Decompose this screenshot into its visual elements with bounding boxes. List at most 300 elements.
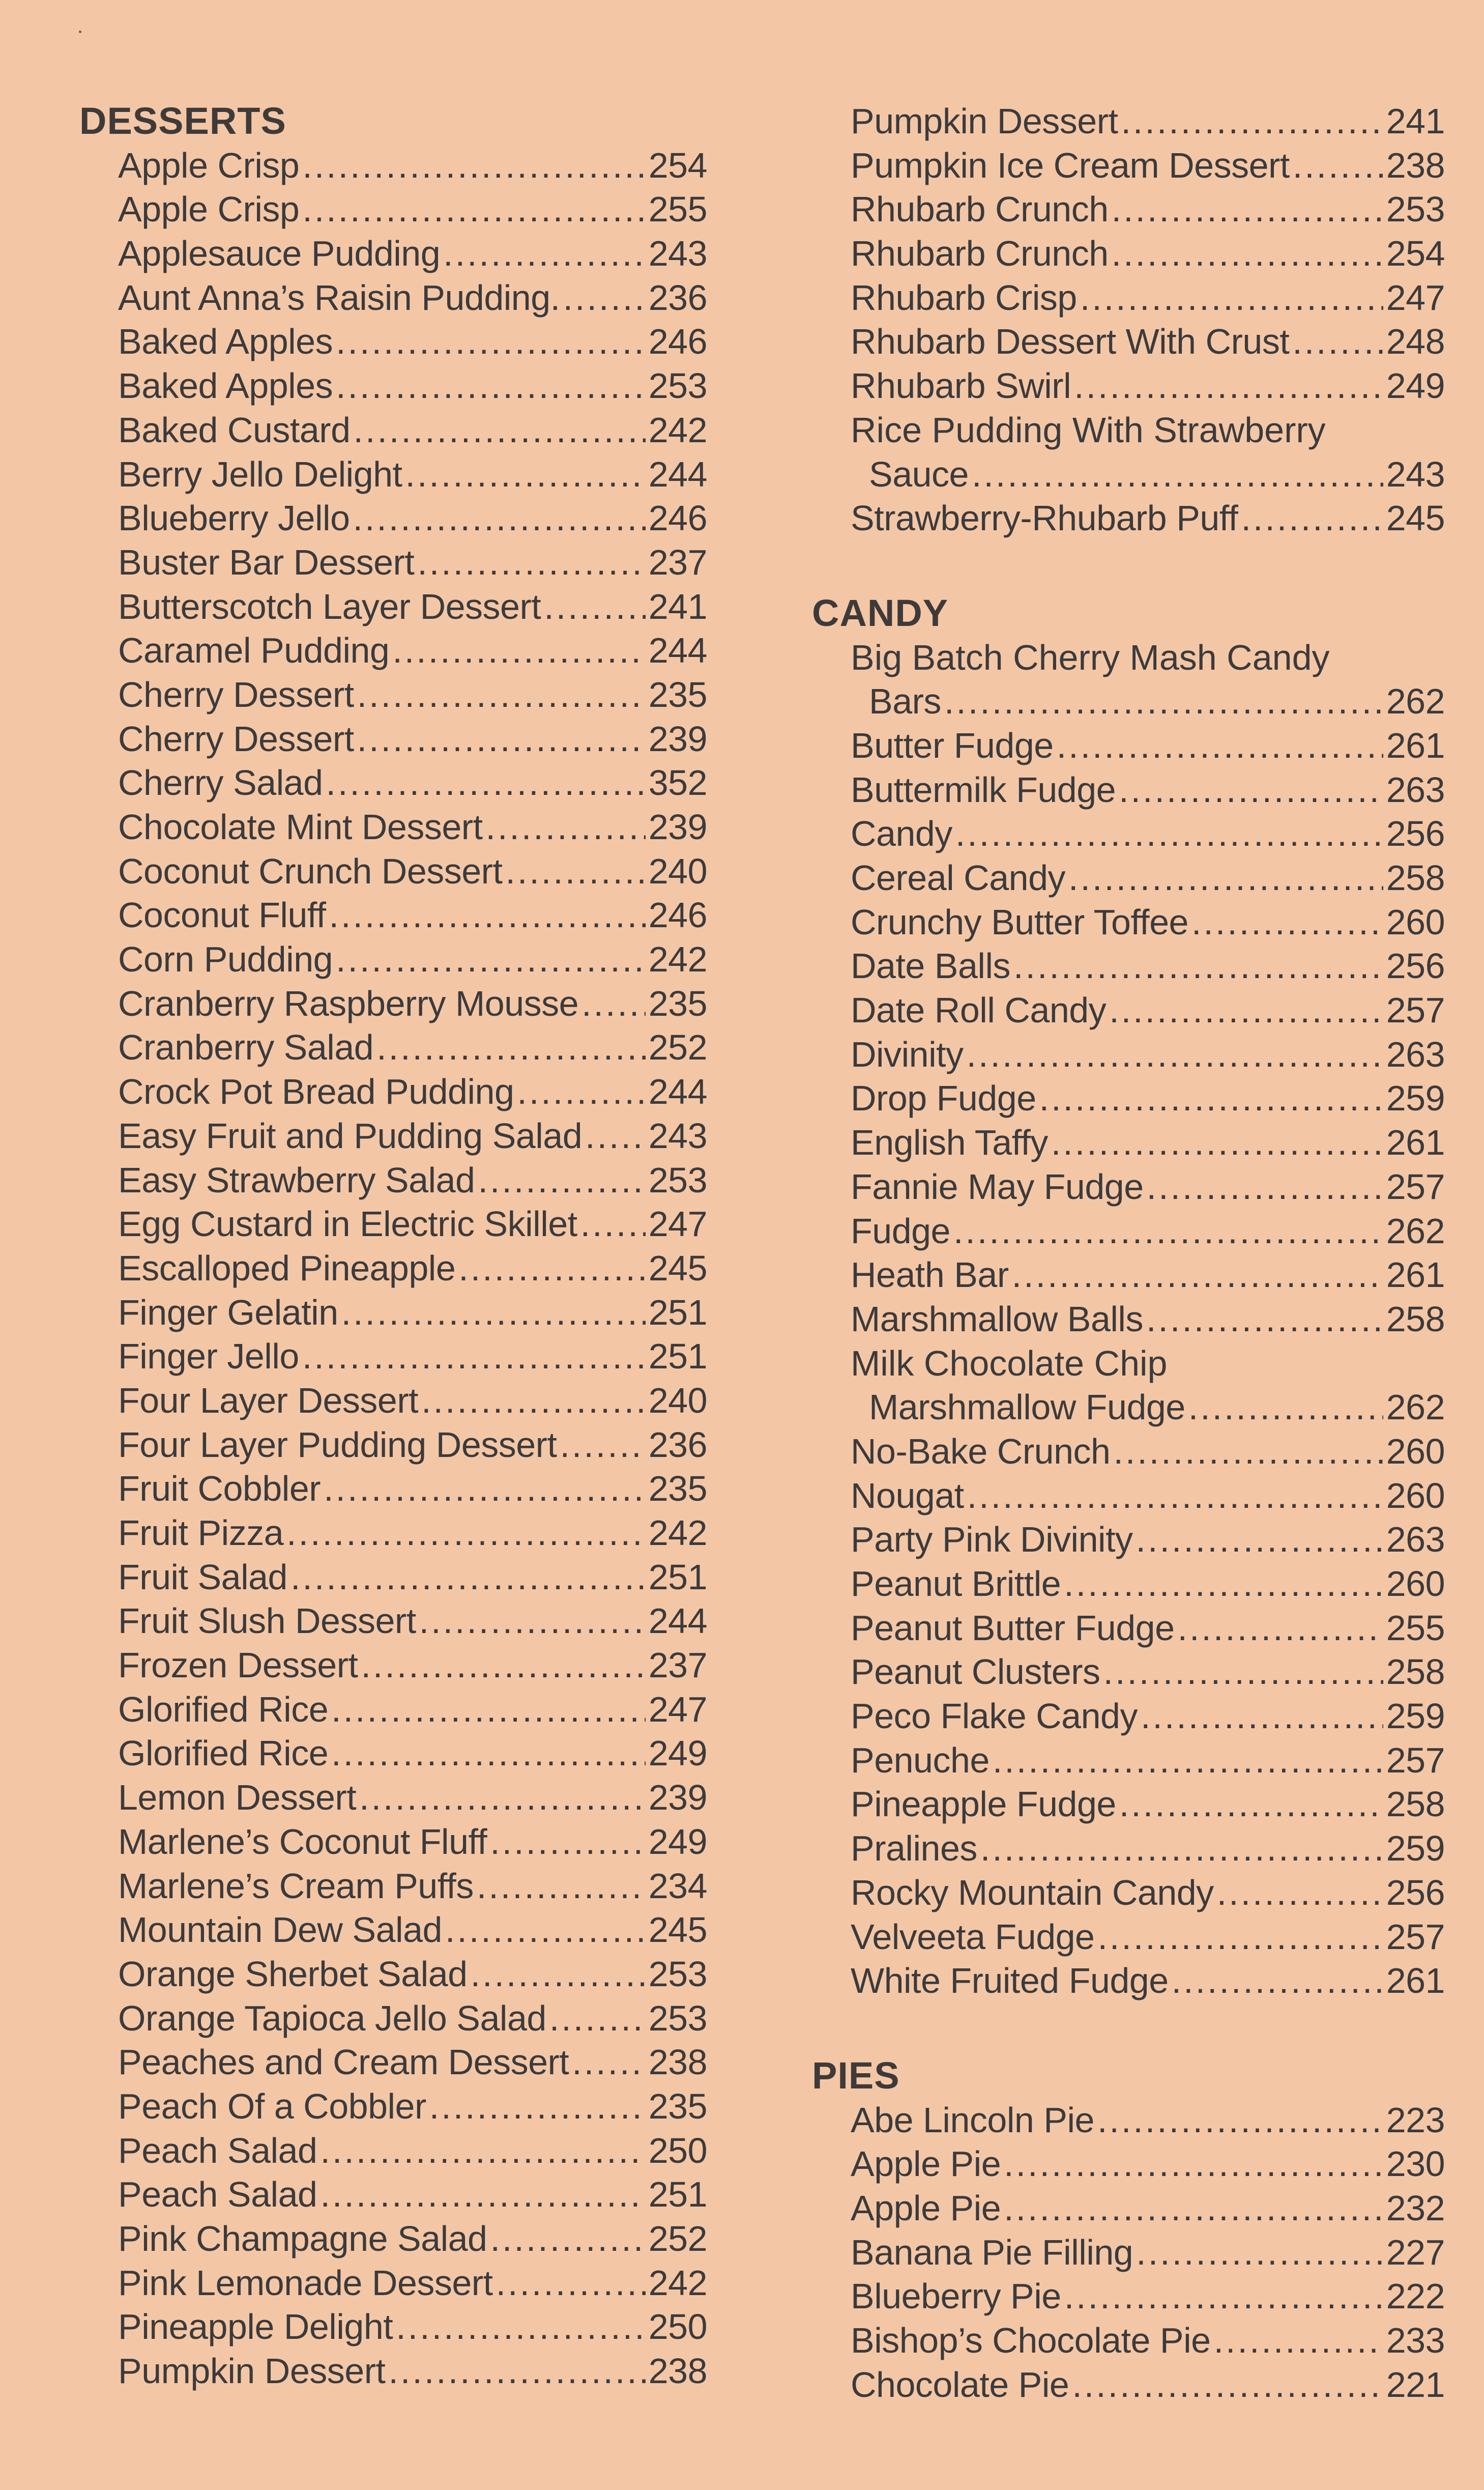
entry-page-number: 248 <box>1386 322 1445 362</box>
entry-name: Easy Fruit and Pudding Salad <box>118 1115 583 1156</box>
entry-name: Coconut Fluff <box>118 895 326 935</box>
dot-leader <box>324 1467 646 1511</box>
entry-name: Pink Champagne Salad <box>118 2219 487 2258</box>
entry-name: Rhubarb Crisp <box>851 277 1077 318</box>
dot-leader <box>486 805 646 849</box>
section-candy <box>809 591 1445 2003</box>
entry-name: Drop Fudge <box>851 1078 1036 1119</box>
dot-leader <box>302 144 645 188</box>
entry-name: Finger Jello <box>118 1336 299 1377</box>
dot-leader <box>967 1033 1383 1077</box>
index-entry <box>76 1379 707 1423</box>
entry-name: Fannie May Fudge <box>851 1166 1144 1207</box>
entry-name: Mountain Dew Salad <box>118 1910 442 1950</box>
index-entry <box>76 2261 707 2305</box>
index-entry <box>809 1253 1445 1297</box>
entry-name: Cherry Dessert <box>118 674 354 714</box>
entry-name: Baked Apples <box>118 322 333 362</box>
entry-page-number: 257 <box>1386 990 1445 1031</box>
entry-name: Easy Strawberry Salad <box>118 1160 475 1200</box>
dot-leader <box>354 408 646 452</box>
entry-page-number: 263 <box>1386 1520 1445 1560</box>
entry-name: Chocolate Pie <box>851 2364 1069 2405</box>
entry-name: Peco Flake Candy <box>851 1696 1138 1736</box>
entry-name: Peanut Brittle <box>851 1564 1061 1604</box>
entry-page-number: 254 <box>1386 234 1445 274</box>
entry-page-number: 261 <box>1386 725 1445 765</box>
dot-leader <box>560 1423 645 1467</box>
dot-leader <box>302 1334 646 1379</box>
entry-name: Heath Bar <box>851 1255 1009 1295</box>
entry-page-number: 253 <box>648 1954 707 1994</box>
entry-list-pies <box>809 2098 1445 2407</box>
entry-page-number: 256 <box>1386 814 1445 854</box>
dot-leader <box>1103 1650 1383 1694</box>
index-entry <box>76 1511 707 1555</box>
index-entry <box>76 276 707 320</box>
dot-leader <box>1136 2230 1383 2275</box>
entry-name: Rhubarb Swirl <box>851 366 1071 406</box>
dot-leader <box>392 628 645 673</box>
entry-page-number: 257 <box>1386 1166 1445 1207</box>
dot-leader <box>1188 1385 1383 1429</box>
entry-page-number: 253 <box>1386 189 1445 230</box>
entry-page-number: 255 <box>648 189 707 230</box>
index-entry <box>809 1076 1445 1121</box>
index-entry <box>809 232 1445 276</box>
entry-page-number: 239 <box>648 807 707 847</box>
dot-leader <box>326 761 646 805</box>
entry-name: Butter Fudge <box>851 725 1054 765</box>
entry-name: Cherry Dessert <box>118 719 354 759</box>
dot-leader <box>581 982 646 1026</box>
entry-page-number: 261 <box>1386 1255 1445 1295</box>
index-entry <box>809 1121 1445 1165</box>
entry-name: Rocky Mountain Candy <box>851 1872 1214 1912</box>
dot-leader <box>585 1114 646 1158</box>
index-entry <box>809 1474 1445 1518</box>
dot-leader <box>980 1826 1383 1871</box>
entry-name-continued: Bars <box>869 681 941 722</box>
entry-page-number: 243 <box>1386 454 1445 494</box>
entry-continuation <box>851 452 1445 497</box>
index-entry <box>809 724 1445 768</box>
entry-page-number: 258 <box>1386 1652 1445 1692</box>
entry-page-number: 258 <box>1386 858 1445 898</box>
entry-page-number: 254 <box>648 145 707 185</box>
entry-name: No-Bake Crunch <box>851 1431 1111 1471</box>
index-entry <box>809 1209 1445 1253</box>
entry-name: Caramel Pudding <box>118 631 390 671</box>
entry-name: Nougat <box>851 1475 964 1515</box>
dot-leader <box>1147 1165 1383 1209</box>
dot-leader <box>329 893 646 937</box>
entry-page-number: 262 <box>1386 681 1445 722</box>
index-entry <box>809 2230 1445 2275</box>
entry-page-number: 257 <box>1386 1916 1445 1957</box>
dot-leader <box>1119 1782 1383 1826</box>
entry-page-number: 240 <box>648 851 707 891</box>
index-entry <box>809 276 1445 320</box>
entry-name: Chocolate Mint Dessert <box>118 807 483 847</box>
entry-page-number: 235 <box>648 2086 707 2126</box>
dot-leader <box>1109 988 1383 1033</box>
entry-page-number: 235 <box>648 983 707 1023</box>
entry-page-number: 221 <box>1386 2364 1445 2405</box>
index-entry <box>809 2274 1445 2319</box>
entry-name: Pumpkin Dessert <box>118 2351 386 2391</box>
entry-name: Four Layer Pudding Dessert <box>118 1424 557 1465</box>
section-title-desserts: DESSERTS <box>79 100 286 142</box>
index-entry <box>76 364 707 408</box>
entry-name-continued: Sauce <box>869 454 969 494</box>
dot-leader <box>331 1731 646 1776</box>
index-entry <box>809 1429 1445 1474</box>
entry-page-number: 247 <box>1386 277 1445 318</box>
dot-leader <box>1057 724 1383 768</box>
entry-name: Rhubarb Crunch <box>851 189 1109 230</box>
index-entry <box>809 99 1445 144</box>
dot-leader <box>1293 144 1383 188</box>
entry-page-number: 239 <box>648 1778 707 1818</box>
index-entry <box>809 1297 1445 1341</box>
entry-page-number: 251 <box>648 1336 707 1377</box>
dot-leader <box>458 1246 645 1291</box>
entry-name: Fruit Cobbler <box>118 1469 321 1509</box>
entry-name: Lemon Dessert <box>118 1778 357 1818</box>
dot-leader <box>1112 232 1383 276</box>
index-entry <box>809 408 1445 496</box>
dot-leader <box>1119 768 1383 812</box>
section-title-pies: PIES <box>812 2054 900 2097</box>
entry-name: Strawberry-Rhubarb Puff <box>851 498 1238 538</box>
entry-name: White Fruited Fudge <box>851 1961 1169 2001</box>
index-entry <box>809 900 1445 945</box>
section-title-candy: CANDY <box>812 591 949 634</box>
entry-name: Butterscotch Layer Dessert <box>118 586 541 626</box>
index-entry <box>76 1025 707 1070</box>
entry-page-number: 249 <box>1386 366 1445 406</box>
entry-name: Date Balls <box>851 946 1011 986</box>
index-entry <box>809 1871 1445 1915</box>
index-entry <box>809 1959 1445 2003</box>
dot-leader <box>286 1511 646 1555</box>
entry-name: Party Pink Divinity <box>851 1520 1133 1560</box>
dot-leader <box>290 1555 646 1599</box>
entry-name: Finger Gelatin <box>118 1292 338 1332</box>
entry-name: Pumpkin Dessert <box>851 101 1118 141</box>
dot-leader <box>1013 944 1383 988</box>
entry-name: Crock Pot Bread Pudding <box>118 1072 514 1112</box>
entry-page-number: 244 <box>648 631 707 671</box>
dot-leader <box>993 1738 1383 1783</box>
entry-page-number: 258 <box>1386 1299 1445 1339</box>
entry-page-number: 246 <box>648 498 707 538</box>
entry-name: Milk Chocolate Chip <box>851 1343 1168 1383</box>
index-entry <box>809 988 1445 1033</box>
entry-page-number: 252 <box>648 1027 707 1068</box>
entry-name: Cranberry Raspberry Mousse <box>118 983 579 1023</box>
index-entry <box>76 540 707 585</box>
dot-leader <box>517 1070 645 1114</box>
dot-leader <box>357 673 646 717</box>
index-entry <box>76 1423 707 1467</box>
dot-leader <box>505 849 645 894</box>
index-entry <box>809 1606 1445 1650</box>
index-entry <box>76 320 707 364</box>
dot-leader <box>1214 2319 1383 2363</box>
entry-name: Four Layer Dessert <box>118 1380 419 1420</box>
index-entry <box>76 717 707 761</box>
index-entry <box>76 1467 707 1511</box>
index-entry <box>76 1643 707 1687</box>
dot-leader <box>1004 2142 1383 2186</box>
entry-page-number: 262 <box>1386 1387 1445 1427</box>
index-entry <box>809 944 1445 988</box>
entry-name: Apple Crisp <box>118 145 300 185</box>
index-entry <box>809 1033 1445 1077</box>
entry-name: Pineapple Delight <box>118 2307 393 2347</box>
dot-leader <box>1097 1915 1383 1959</box>
entry-page-number: 222 <box>1386 2276 1445 2316</box>
index-entry <box>76 673 707 717</box>
entry-name: Apple Crisp <box>118 189 300 230</box>
entry-page-number: 259 <box>1386 1828 1445 1869</box>
dot-leader <box>1113 1429 1383 1474</box>
entry-page-number: 245 <box>1386 498 1445 538</box>
index-entry <box>809 320 1445 364</box>
entry-name: Buster Bar Dessert <box>118 542 415 582</box>
index-entry <box>76 893 707 937</box>
entry-page-number: 238 <box>1386 145 1445 185</box>
index-entry <box>809 1915 1445 1959</box>
entry-page-number: 236 <box>648 1424 707 1465</box>
index-entry <box>76 1070 707 1114</box>
entry-name: Candy <box>851 814 952 854</box>
index-entry <box>76 1687 707 1732</box>
entry-name: Rhubarb Crunch <box>851 234 1109 274</box>
dot-leader <box>1292 320 1383 364</box>
entry-name: Bishop’s Chocolate Pie <box>851 2321 1211 2360</box>
entry-name: Crunchy Butter Toffee <box>851 902 1188 942</box>
entry-page-number: 253 <box>648 366 707 406</box>
entry-page-number: 246 <box>648 322 707 362</box>
entry-page-number: 252 <box>648 2219 707 2258</box>
entry-page-number: 250 <box>648 2307 707 2347</box>
dot-leader <box>580 1202 646 1246</box>
dot-leader <box>388 2349 645 2393</box>
index-entry <box>809 1341 1445 1429</box>
index-entry <box>809 364 1445 408</box>
index-entry <box>76 144 707 188</box>
entry-page-number: 236 <box>648 277 707 318</box>
entry-page-number: 260 <box>1386 1475 1445 1515</box>
dot-leader <box>353 496 646 540</box>
entry-name: Corn Pudding <box>118 939 333 980</box>
entry-page-number: 263 <box>1386 769 1445 810</box>
entry-page-number: 238 <box>648 2042 707 2082</box>
index-entry <box>76 805 707 849</box>
dot-leader <box>471 1952 646 1996</box>
entry-name: Rice Pudding With Strawberry <box>851 410 1326 450</box>
index-entry <box>76 1731 707 1776</box>
entry-name: Abe Lincoln Pie <box>851 2100 1094 2140</box>
entry-name: Apple Pie <box>851 2144 1001 2184</box>
entry-name: Coconut Crunch Dessert <box>118 851 503 891</box>
entry-page-number: 232 <box>1386 2188 1445 2228</box>
entry-page-number: 251 <box>648 1557 707 1597</box>
entry-name: Apple Pie <box>851 2188 1001 2228</box>
dot-leader <box>357 717 646 761</box>
entry-page-number: 261 <box>1386 1123 1445 1163</box>
entry-page-number: 244 <box>648 1601 707 1641</box>
index-entry <box>76 2172 707 2217</box>
entry-page-number: 234 <box>648 1866 707 1906</box>
index-entry <box>76 2305 707 2349</box>
entry-name: Baked Apples <box>118 366 333 406</box>
index-entry <box>76 2129 707 2173</box>
entry-name: Pineapple Fudge <box>851 1784 1116 1824</box>
entry-name: Orange Tapioca Jello Salad <box>118 1998 546 2038</box>
index-entry <box>76 187 707 232</box>
entry-page-number: 230 <box>1386 2144 1445 2184</box>
right-column <box>809 99 1445 2457</box>
dot-leader <box>336 320 646 364</box>
index-entry <box>809 636 1445 724</box>
index-entry <box>76 1996 707 2041</box>
entry-page-number: 245 <box>648 1910 707 1950</box>
dot-leader <box>336 937 646 982</box>
entry-name: Cherry Salad <box>118 763 323 803</box>
dot-leader <box>1191 900 1383 945</box>
dot-leader <box>1136 1518 1383 1562</box>
entry-page-number: 250 <box>648 2130 707 2170</box>
entry-page-number: 238 <box>648 2351 707 2391</box>
entry-page-number: 251 <box>648 1292 707 1332</box>
dot-leader <box>1217 1871 1383 1915</box>
dot-leader <box>1004 2186 1383 2230</box>
index-entry <box>76 496 707 540</box>
entry-name: Peach Salad <box>118 2130 317 2170</box>
dot-leader <box>1039 1076 1383 1121</box>
entry-name: Marlene’s Cream Puffs <box>118 1866 474 1906</box>
dot-leader <box>1080 276 1383 320</box>
index-entry <box>809 2142 1445 2186</box>
entry-page-number: 260 <box>1386 1564 1445 1604</box>
entry-name: Berry Jello Delight <box>118 454 402 494</box>
entry-name: Pumpkin Ice Cream Dessert <box>851 145 1290 185</box>
index-entry <box>76 628 707 673</box>
entry-name: Peach Of a Cobbler <box>118 2086 426 2126</box>
entry-name: Big Batch Cherry Mash Candy <box>851 637 1330 677</box>
entry-name: Egg Custard in Electric Skillet <box>118 1204 577 1244</box>
entry-page-number: 239 <box>648 719 707 759</box>
index-entry <box>76 2040 707 2084</box>
entry-name: English Taffy <box>851 1123 1048 1163</box>
entry-name: Baked Custard <box>118 410 351 450</box>
entry-name: Peanut Clusters <box>851 1652 1100 1692</box>
entry-name-continued: Marshmallow Fudge <box>869 1387 1185 1427</box>
entry-page-number: 244 <box>648 454 707 494</box>
entry-name: Peaches and Cream Dessert <box>118 2042 569 2082</box>
index-entry <box>76 2217 707 2261</box>
dot-leader <box>572 2040 645 2084</box>
dot-leader <box>331 1687 646 1732</box>
index-entry <box>809 2098 1445 2142</box>
entry-page-number: 240 <box>648 1380 707 1420</box>
dot-leader <box>967 1474 1383 1518</box>
entry-page-number: 241 <box>1386 101 1445 141</box>
dot-leader <box>955 812 1383 856</box>
dot-leader <box>443 232 646 276</box>
entry-page-number: 257 <box>1386 1740 1445 1780</box>
entry-page-number: 247 <box>648 1689 707 1729</box>
dot-leader <box>405 452 646 497</box>
entry-page-number: 235 <box>648 674 707 714</box>
index-entry <box>76 1864 707 1908</box>
entry-name: Penuche <box>851 1740 990 1780</box>
dot-leader <box>1064 1562 1383 1606</box>
dot-leader <box>445 1908 646 1952</box>
index-entry <box>76 1820 707 1864</box>
index-entry <box>76 1334 707 1379</box>
entry-name: Orange Sherbet Salad <box>118 1954 468 1994</box>
entry-page-number: 242 <box>648 1513 707 1553</box>
dot-leader <box>1074 364 1383 408</box>
entry-page-number: 242 <box>648 2263 707 2303</box>
index-entry <box>76 408 707 452</box>
entry-name: Divinity <box>851 1034 964 1074</box>
index-entry <box>809 187 1445 232</box>
dot-leader <box>376 1025 646 1070</box>
entry-page-number: 245 <box>648 1248 707 1288</box>
index-entry <box>76 1776 707 1820</box>
dot-leader <box>341 1291 646 1335</box>
entry-page-number: 260 <box>1386 902 1445 942</box>
dot-leader <box>1097 2098 1383 2142</box>
entry-page-number: 246 <box>648 895 707 935</box>
index-entry <box>809 856 1445 900</box>
entry-page-number: 256 <box>1386 946 1445 986</box>
dot-leader <box>396 2305 645 2349</box>
entry-page-number: 249 <box>648 1821 707 1862</box>
dot-leader <box>1141 1694 1383 1738</box>
dot-leader <box>1178 1606 1383 1650</box>
entry-list-desserts-continued <box>809 99 1445 540</box>
entry-page-number: 255 <box>1386 1608 1445 1648</box>
entry-name: Marlene’s Coconut Fluff <box>118 1821 487 1862</box>
section-desserts <box>76 99 707 2393</box>
index-entry <box>76 937 707 982</box>
entry-name: Glorified Rice <box>118 1733 329 1773</box>
index-entry <box>76 1158 707 1203</box>
entry-name: Banana Pie Filling <box>851 2232 1133 2272</box>
index-entry <box>809 1826 1445 1871</box>
dot-leader <box>953 1209 1383 1253</box>
dot-leader <box>490 2217 645 2261</box>
entry-page-number: 237 <box>648 1645 707 1685</box>
index-entry <box>76 232 707 276</box>
dot-leader <box>1172 1959 1383 2003</box>
index-entry <box>76 1599 707 1643</box>
entry-name: Velveeta Fudge <box>851 1916 1095 1957</box>
entry-name: Fruit Slush Dessert <box>118 1601 416 1641</box>
entry-name: Fruit Pizza <box>118 1513 284 1553</box>
entry-name: Cranberry Salad <box>118 1027 374 1068</box>
index-entry <box>809 1738 1445 1783</box>
entry-name: Frozen Dessert <box>118 1645 358 1685</box>
dot-leader <box>477 1864 646 1908</box>
